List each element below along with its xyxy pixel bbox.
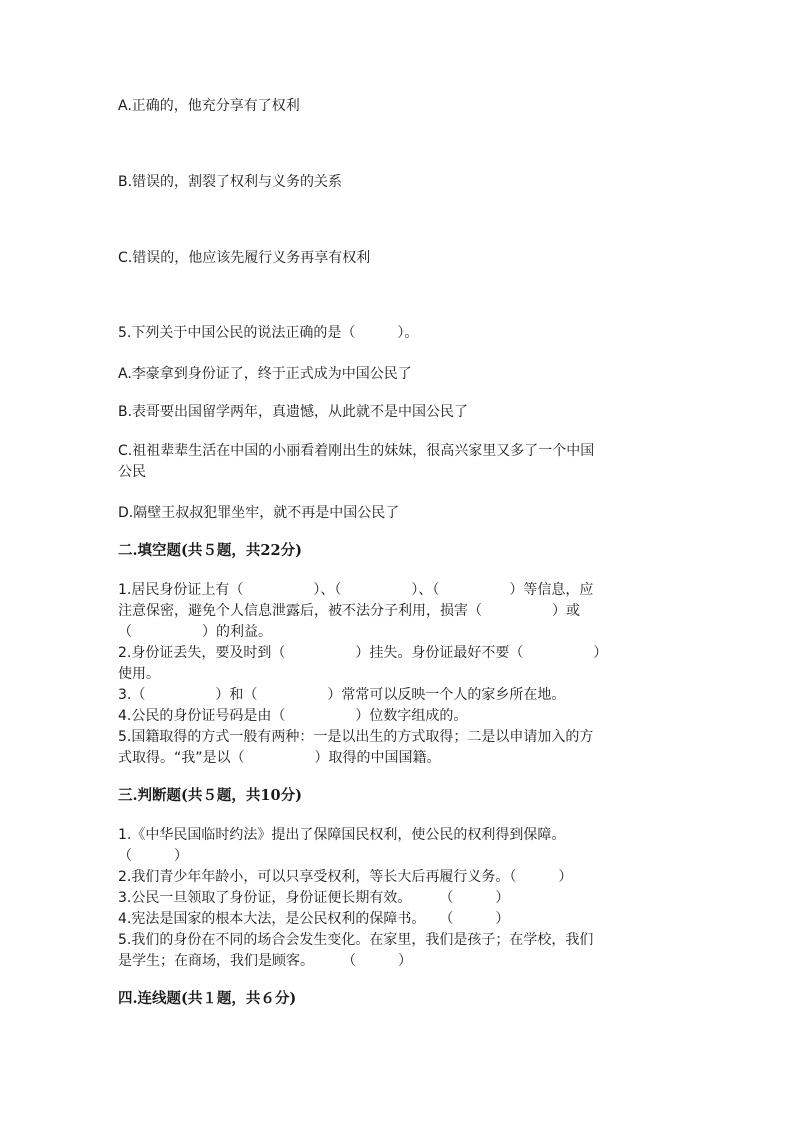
judge-q5-line1: 5.我们的身份在不同的场合会发生变化。在家里，我们是孩子；在学校，我们 bbox=[118, 932, 594, 948]
q4-option-a: A.正确的，他充分享有了权利 bbox=[118, 98, 300, 114]
q5-option-a: A.李豪拿到身份证了，终于正式成为中国公民了 bbox=[118, 366, 412, 382]
q5-option-d: D.隔壁王叔叔犯罪坐牢，就不再是中国公民了 bbox=[118, 505, 400, 521]
judge-q3: 3.公民一旦领取了身份证，身份证便长期有效。 （ ） bbox=[118, 890, 510, 906]
q5-option-c-line2: 公民 bbox=[118, 464, 146, 480]
fill-q1-line2: 注意保密，避免个人信息泄露后，被不法分子利用，损害（ ）或 bbox=[118, 603, 580, 619]
judge-q2: 2.我们青少年年龄小，可以只享受权利，等长大后再履行义务。（ ） bbox=[118, 869, 573, 885]
judge-q1-line1: 1.《中华民国临时约法》提出了保障国民权利，使公民的权利得到保障。 bbox=[118, 827, 566, 843]
q5-option-b: B.表哥要出国留学两年，真遗憾，从此就不是中国公民了 bbox=[118, 404, 469, 420]
fill-section-heading: 二.填空题(共５题，共22分) bbox=[118, 542, 302, 559]
judge-section-heading: 三.判断题(共５题，共10分) bbox=[118, 787, 302, 804]
fill-q1-line3: （ ）的利益。 bbox=[118, 624, 272, 640]
match-section-heading: 四.连线题(共１题，共６分) bbox=[118, 990, 297, 1007]
fill-q2-line1: 2.身份证丢失，要及时到（ ）挂失。身份证最好不要（ ） bbox=[118, 645, 608, 661]
fill-q3: 3.（ ）和（ ）常常可以反映一个人的家乡所在地。 bbox=[118, 687, 566, 703]
fill-q1-line1: 1.居民身份证上有（ ）、（ ）、（ ）等信息，应 bbox=[118, 582, 594, 598]
fill-q5-line2: 式取得。“我”是以（ ）取得的中国国籍。 bbox=[118, 750, 441, 766]
judge-q1-line2: （ ） bbox=[118, 848, 188, 864]
judge-q5-line2: 是学生；在商场，我们是顾客。 （ ） bbox=[118, 953, 412, 969]
q5-option-c-line1: C.祖祖辈辈生活在中国的小丽看着刚出生的妹妹，很高兴家里又多了一个中国 bbox=[118, 443, 595, 459]
q4-option-b: B.错误的，割裂了权利与义务的关系 bbox=[118, 174, 343, 190]
q5-stem: 5.下列关于中国公民的说法正确的是（ ）。 bbox=[118, 325, 419, 341]
judge-q4: 4.宪法是国家的根本大法，是公民权利的保障书。 （ ） bbox=[118, 911, 510, 927]
fill-q2-line2: 使用。 bbox=[118, 666, 160, 682]
q4-option-c: C.错误的，他应该先履行义务再享有权利 bbox=[118, 250, 371, 266]
fill-q5-line1: 5.国籍取得的方式一般有两种：一是以出生的方式取得；二是以申请加入的方 bbox=[118, 729, 594, 745]
fill-q4: 4.公民的身份证号码是由（ ）位数字组成的。 bbox=[118, 708, 468, 724]
